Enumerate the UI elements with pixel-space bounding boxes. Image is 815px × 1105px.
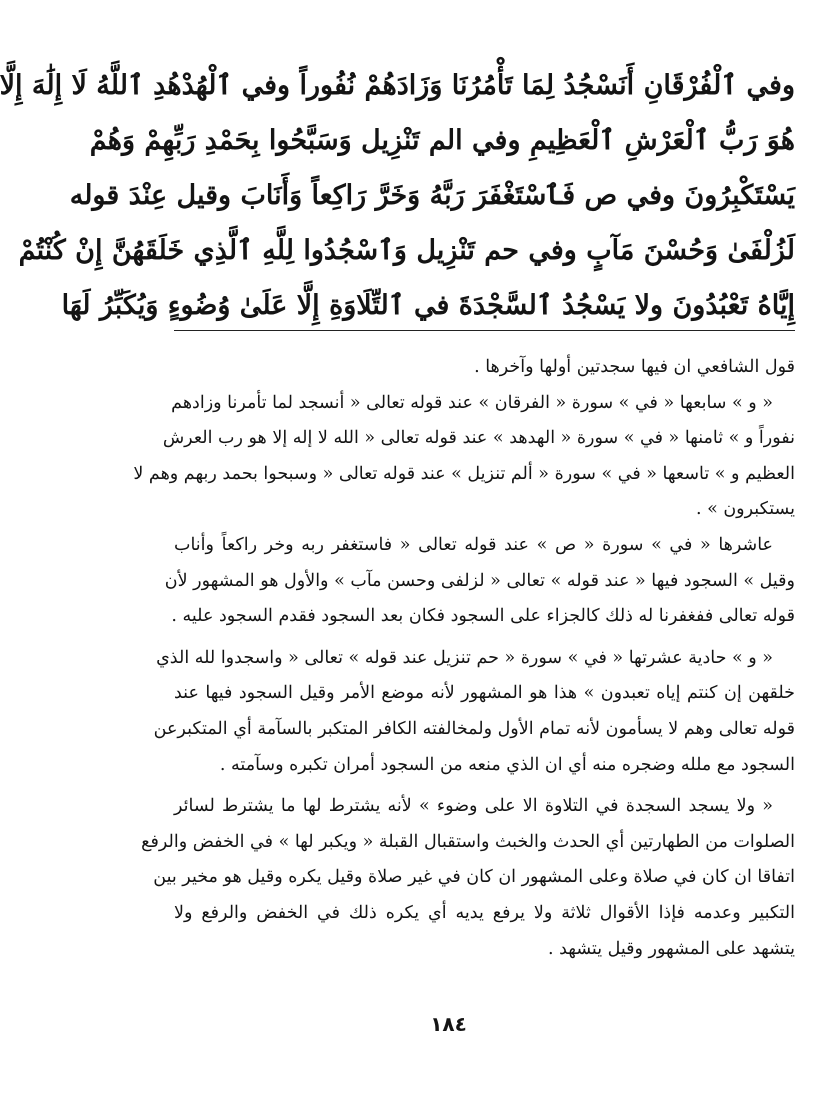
commentary-line: يستكبرون » . <box>695 499 795 520</box>
section-divider <box>174 330 795 331</box>
commentary-line: العظيم و » تاسعها « في » سورة « ألم تنزيل » عند قوله تعالى « وسبحوا بحمد ربهم وهم لا <box>133 463 795 484</box>
commentary-paragraph <box>141 789 795 967</box>
verse-line: هُوَ رَبُّ ٱلْعَرْشِ ٱلْعَظِيمِ وفي الم تَنْزِيل وَسَبَّحُوا بِحَمْدِ رَبِّهِمْ وَهُمْ <box>89 125 795 156</box>
page-number: ١٨٤ <box>430 1012 467 1036</box>
commentary-paragraph <box>164 528 795 635</box>
verse-text-block <box>0 58 795 333</box>
verse-line: يَسْتَكْبِرُونَ وفي ص فَٱسْتَغْفَرَ رَبَّهُ وَخَرَّ رَاكِعاً وَأَنَابَ وقيل عِنْدَ قوله <box>69 180 795 211</box>
commentary-line: عاشرها « في » سورة « ص » عند قوله تعالى « فاستغفر ربه وخر راكعاً وأناب <box>174 534 773 555</box>
verse-line: لَزُلْفَىٰ وَحُسْنَ مَآبٍ وفي حم تَنْزِيل وَٱسْجُدُوا لِلَّهِ ٱلَّذِي خَلَقَهُنَّ إِنْ كُنْتُمْ <box>18 235 795 266</box>
commentary-line: « و » حادية عشرتها « في » سورة « حم تنزيل عند قوله » تعالى « واسجدوا لله الذي <box>156 647 773 668</box>
commentary-line: التكبير وعدمه فإذا الأقوال ثلاثة ولا يرفع يديه أي يكره ذلك في الخفض والرفع ولا <box>174 902 795 923</box>
verse-line: إِيَّاهُ تَعْبُدُونَ ولا يَسْجُدُ ٱلسَّجْدَةَ في ٱلتِّلَاوَةِ إِلَّا عَلَىٰ وُضُوءٍ وَيُكَبِّرُ لَهَا <box>61 290 795 321</box>
verse-line: وفي ٱلْفُرْقَانِ أَنَسْجُدُ لِمَا تَأْمُرُنَا وَزَادَهُمْ نُفُوراً وفي ٱلْهُدْهُدِ ٱللَّهُ لَا إِلَٰهَ إِلَّا <box>0 70 795 101</box>
commentary-paragraph <box>174 350 795 386</box>
commentary-line: وقيل » السجود فيها « عند قوله » تعالى « لزلفى وحسن مآب » والأول هو المشهور لأن <box>164 570 795 591</box>
commentary-line: السجود مع ملله وضجره منه أي ان الذي منعه من السجود أمران تكبره وسآمته . <box>219 754 795 775</box>
commentary-line: الصلوات من الطهارتين أي الحدث والخبث واستقبال القبلة « ويكبر لها » في الخفض والرفع <box>141 831 795 852</box>
commentary-line: نفوراً و » ثامنها « في » سورة « الهدهد » عند قوله تعالى « الله لا إله إلا هو رب العرش <box>162 428 795 449</box>
commentary-line: قوله تعالى ففغفرنا له ذلك كالجزاء على السجود فكان بعد السجود فقدم السجود عليه . <box>171 606 795 627</box>
commentary-line: يتشهد على المشهور وقيل يتشهد . <box>547 938 795 959</box>
commentary-paragraph <box>153 641 795 783</box>
commentary-paragraph <box>133 386 795 528</box>
commentary-line: « ولا يسجد السجدة في التلاوة الا على وضوء » لأنه يشترط لها ما يشترط لسائر <box>174 796 773 817</box>
commentary-line: خلقهن إن كنتم إياه تعبدون » هذا هو المشهور لأنه موضع الأمر وقيل السجود فيها عند <box>174 683 795 704</box>
commentary-line: « و » سابعها « في » سورة « الفرقان » عند قوله تعالى « أنسجد لما تأمرنا وزادهم <box>171 392 773 413</box>
commentary-line: اتفاقا ان كان في صلاة وعلى المشهور ان كان في غير صلاة وقيل يكره وقيل هو مخير بين <box>153 867 795 888</box>
commentary-block <box>133 350 795 967</box>
commentary-line: قول الشافعي ان فيها سجدتين أولها وآخرها . <box>474 357 795 377</box>
commentary-line: قوله تعالى وهم لا يسأمون لأنه تمام الأول ولمخالفته الكافر المتكبر بالسآمة أي المتكبرعن <box>153 718 795 739</box>
